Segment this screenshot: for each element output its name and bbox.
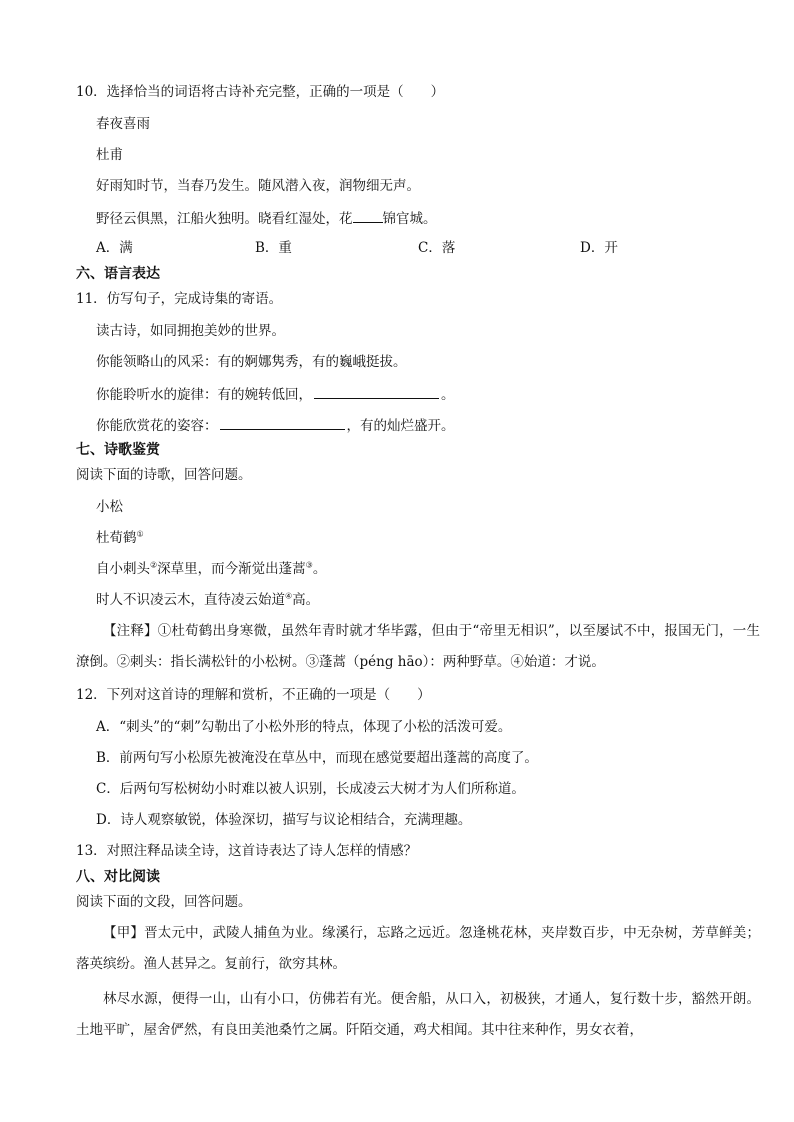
q10-line2-post: 锦官城。 — [382, 211, 437, 227]
q11-line2: 你能领略山的风采：有的婀娜隽秀，有的巍峨挺拔。 — [96, 354, 407, 370]
q11-line4-post: ，有的灿烂盛开。 — [346, 418, 455, 434]
q13-stem: 13．对照注释品读全诗，这首诗表达了诗人怎样的情感？ — [76, 843, 418, 859]
poem2-line2 — [96, 591, 319, 609]
q12-option-c[interactable]: C．后两句写松树幼小时难以被人识别，长成凌云大树才为人们所称道。 — [96, 781, 525, 797]
q11-line1: 读古诗，如同拥抱美妙的世界。 — [96, 323, 285, 339]
poem2-note-mark-3: ③ — [305, 560, 313, 570]
q11-blank-1[interactable] — [314, 384, 439, 399]
poem2-line1-a: 自小刺头 — [96, 561, 150, 577]
poem2-annotation: 【注释】①杜荀鹤出身寒微，虽然年青时就才华毕露，但由于“帝里无相识”，以至屡试不中，报国无门，一生潦倒。②刺头：指长满松针的小松树。③蓬蒿（péng hāo）：两种野草。④始道：才说。 — [76, 623, 760, 670]
q10-option-a[interactable]: A．满 — [96, 240, 133, 256]
poem2-author-note-mark: ① — [136, 529, 144, 539]
q10-stem: 10．选择恰当的词语将古诗补充完整，正确的一项是（ ） — [76, 84, 445, 100]
q11-stem: 11．仿写句子，完成诗集的寄语。 — [76, 291, 283, 307]
q11-line4 — [96, 415, 455, 435]
q10-option-b[interactable]: B．重 — [255, 240, 292, 256]
q12-option-b[interactable]: B．前两句写小松原先被淹没在草丛中，而现在感觉要超出蓬蒿的高度了。 — [96, 750, 538, 766]
poem2-title: 小松 — [96, 499, 123, 515]
q10-option-d[interactable]: D．开 — [580, 240, 618, 256]
q10-option-c[interactable]: C．落 — [418, 240, 456, 256]
poem2-line1 — [96, 560, 326, 578]
section-8-title: 八、对比阅读 — [76, 869, 160, 885]
q10-poem-line1: 好雨知时节，当春乃发生。随风潜入夜，润物细无声。 — [96, 178, 420, 194]
q10-poem-line2 — [96, 208, 437, 228]
poem2-line2-a: 时人不识凌云木，直待凌云始道 — [96, 592, 285, 608]
q10-poem-author: 杜甫 — [96, 147, 123, 163]
section-6-title: 六、语言表达 — [76, 266, 160, 282]
q12-option-d[interactable]: D．诗人观察敏锐，体验深切，描写与议论相结合，充满理趣。 — [96, 812, 472, 828]
section-7-title: 七、诗歌鉴赏 — [76, 442, 160, 458]
reading-intro: 阅读下面的文段，回答问题。 — [76, 894, 252, 910]
q10-poem-title: 春夜喜雨 — [96, 116, 150, 132]
reading-passage-jia-p2: 林尽水源，便得一山，山有小口，仿佛若有光。便舍船，从口入，初极狭，才通人，复行数十步，豁然开朗。土地平旷，屋舍俨然，有良田美池桑竹之属。阡陌交通，鸡犬相闻。其中往来种作，男女衣着， — [76, 991, 760, 1038]
poem2-author-name: 杜荀鹤 — [96, 530, 137, 546]
poem2-note-mark-2: ② — [150, 560, 158, 570]
poem2-line1-b: 深草里，而今渐觉出蓬蒿 — [157, 561, 306, 577]
poem2-line1-c: 。 — [312, 561, 327, 577]
poem2-intro: 阅读下面的诗歌，回答问题。 — [76, 467, 252, 483]
q10-answer-blank[interactable] — [353, 208, 383, 223]
q11-line3-pre: 你能聆听水的旋律：有的婉转低回， — [96, 387, 312, 403]
poem2-note-mark-4: ④ — [285, 591, 293, 601]
q11-line3-post: 。 — [441, 387, 455, 403]
q11-line4-pre: 你能欣赏花的姿容： — [96, 418, 218, 434]
q12-option-a[interactable]: A．“刺头”的“刺”勾勒出了小松外形的特点，体现了小松的活泼可爱。 — [96, 719, 512, 735]
q11-line3 — [96, 384, 455, 404]
poem2-line2-b: 高。 — [292, 592, 320, 608]
q10-line2-pre: 野径云俱黑，江船火独明。晓看红湿处，花 — [96, 211, 353, 227]
q12-stem: 12．下列对这首诗的理解和赏析，不正确的一项是（ ） — [76, 687, 431, 703]
q11-blank-2[interactable] — [220, 415, 345, 430]
reading-passage-jia-p1: 【甲】晋太元中，武陵人捕鱼为业。缘溪行，忘路之远近。忽逢桃花林，夹岸数百步，中无杂树，芳草鲜美；落英缤纷。渔人甚异之。复前行，欲穷其林。 — [76, 925, 760, 972]
poem2-author — [96, 529, 144, 547]
